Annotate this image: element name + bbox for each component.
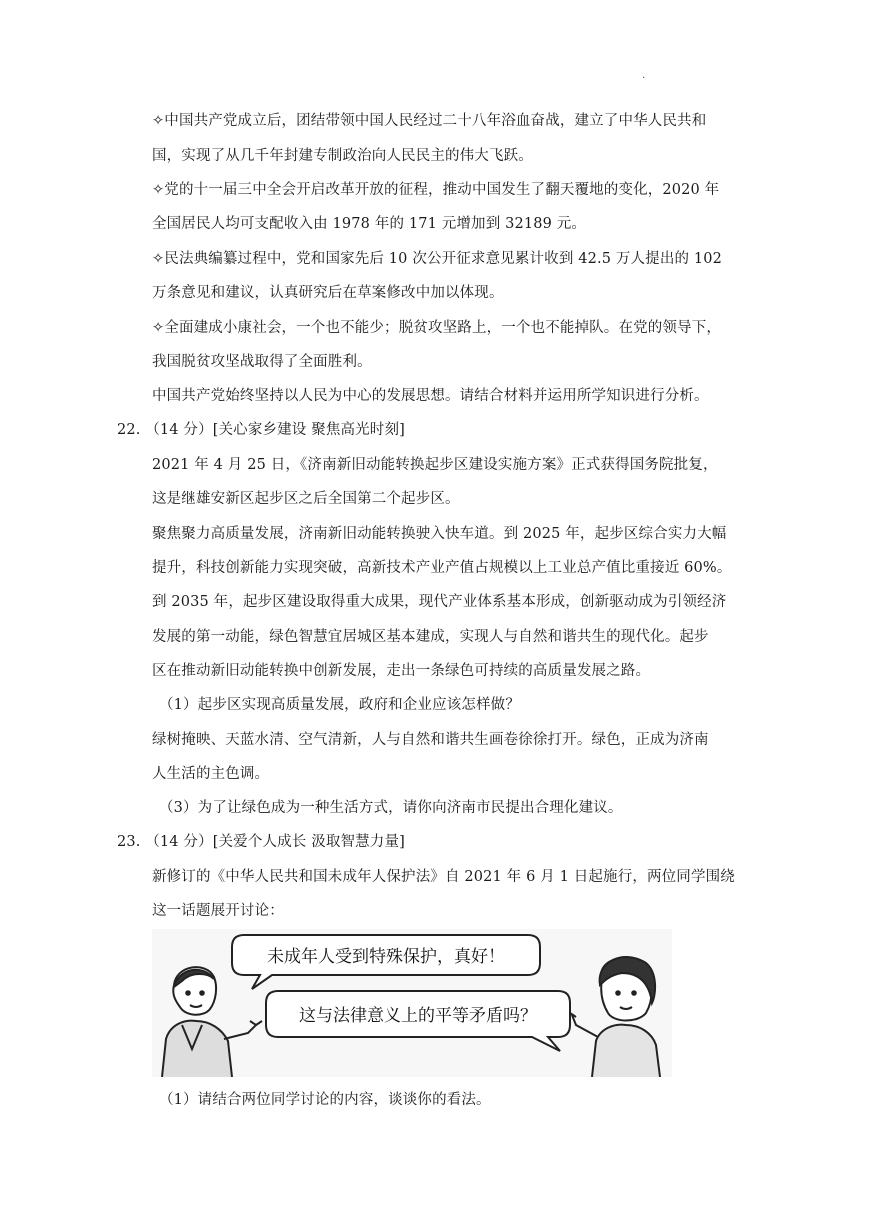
material-line: 这是继雄安新区起步区之后全国第二个起步区。 — [152, 491, 460, 507]
sub-question: （3）为了让绿色成为一种生活方式，请你向济南市民提出合理化建议。 — [159, 800, 623, 816]
material-line: ✧民法典编纂过程中，党和国家先后 10 次公开征求意见累计收到 42.5 万人提出的 102 — [152, 251, 723, 267]
sub-question: （1）起步区实现高质量发展，政府和企业应该怎样做？ — [159, 697, 520, 713]
bubble-2-text: 这与法律意义上的平等矛盾吗？ — [299, 1006, 537, 1026]
material-line: 区在推动新旧动能转换中创新发展，走出一条绿色可持续的高质量发展之路。 — [152, 663, 651, 679]
material-line: 这一话题展开讨论： — [152, 903, 284, 919]
material-line: ✧党的十一届三中全会开启改革开放的征程，推动中国发生了翻天覆地的变化，2020 年 — [152, 182, 720, 198]
material-line: 到 2035 年，起步区建设取得重大成果，现代产业体系基本形成，创新驱动成为引领经济 — [152, 594, 727, 610]
material-line: 全国居民人均可支配收入由 1978 年的 171 元增加到 32189 元。 — [152, 216, 587, 232]
material-line: 绿树掩映、天蓝水清、空气清新，人与自然和谐共生画卷徐徐打开。绿色，正成为济南 — [152, 732, 709, 748]
sub-question: （1）请结合两位同学讨论的内容，谈谈你的看法。 — [159, 1092, 491, 1108]
material-line: 万条意见和建议，认真研究后在草案修改中加以体现。 — [152, 285, 504, 301]
material-line: 2021 年 4 月 25 日，《济南新旧动能转换起步区建设实施方案》正式获得国务院批复， — [152, 457, 718, 473]
material-line: 发展的第一动能，绿色智慧宜居城区基本建成，实现人与自然和谐共生的现代化。起步 — [152, 629, 709, 645]
page-marker: . — [642, 70, 646, 81]
question-22-heading: 22. （14 分）[关心家乡建设 聚焦高光时刻] — [117, 422, 405, 438]
material-line: 国，实现了从几千年封建专制政治向人民民主的伟大飞跃。 — [152, 148, 533, 164]
material-line: 提升，科技创新能力实现突破，高新技术产业产值占规模以上工业总产值比重接近 60%。 — [152, 560, 732, 576]
material-line: ✧全面建成小康社会，一个也不能少；脱贫攻坚路上，一个也不能掉队。在党的领导下， — [152, 320, 721, 336]
question-23-heading: 23. （14 分）[关爱个人成长 汲取智慧力量] — [117, 834, 405, 850]
material-line: 聚焦聚力高质量发展，济南新旧动能转换驶入快车道。到 2025 年，起步区综合实力大幅 — [152, 526, 727, 542]
material-line: 新修订的《中华人民共和国未成年人保护法》自 2021 年 6 月 1 日起施行，两位同学围绕 — [152, 869, 735, 885]
discussion-illustration — [152, 929, 672, 1077]
question-prompt: 中国共产党始终坚持以人民为中心的发展思想。请结合材料并运用所学知识进行分析。 — [152, 388, 709, 404]
material-line: 我国脱贫攻坚战取得了全面胜利。 — [152, 354, 372, 370]
material-line: ✧中国共产党成立后，团结带领中国人民经过二十八年浴血奋战，建立了中华人民共和 — [152, 113, 707, 129]
material-line: 人生活的主色调。 — [152, 766, 270, 782]
bubble-1-text: 未成年人受到特殊保护，真好！ — [267, 947, 505, 967]
